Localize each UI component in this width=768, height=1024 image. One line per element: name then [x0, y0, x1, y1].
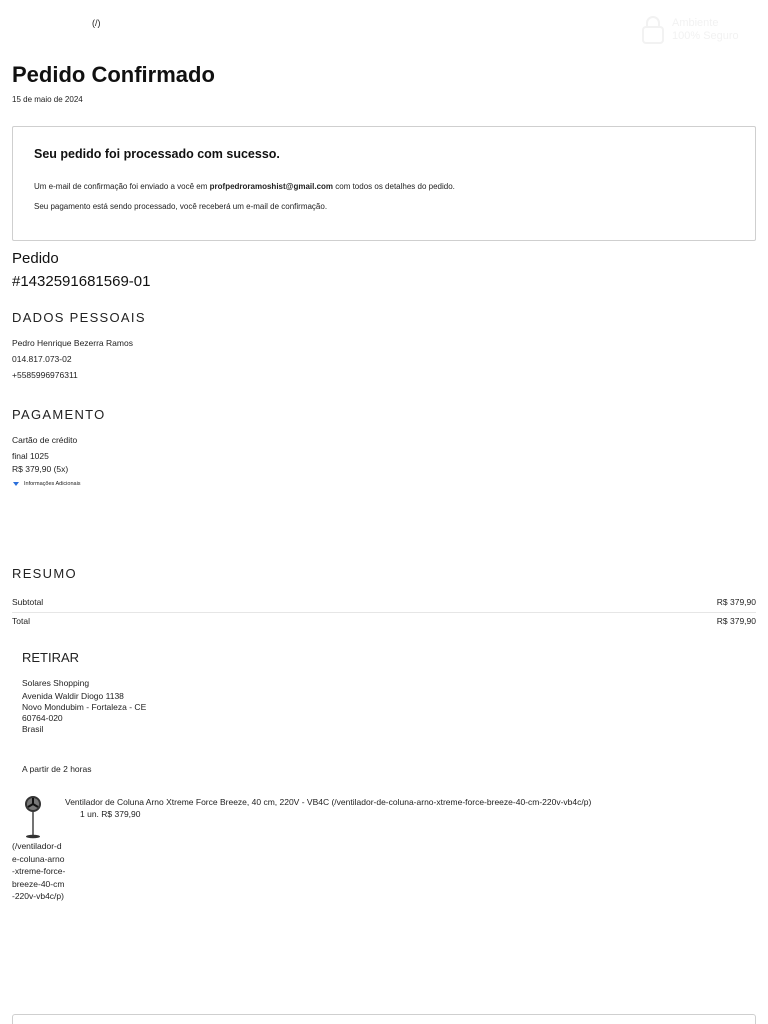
- summary-heading: RESUMO: [12, 566, 77, 581]
- store-country: Brasil: [22, 724, 44, 734]
- secure-badge-line2: 100% Seguro: [672, 30, 739, 42]
- secure-badge-text: [672, 17, 739, 43]
- summary-row-label: Subtotal: [12, 597, 44, 607]
- payment-processing-text: Seu pagamento está sendo processado, você receberá um e-mail de confirmação.: [34, 202, 328, 211]
- summary-row-label: Total: [12, 616, 30, 626]
- summary-row-subtotal: [12, 597, 756, 607]
- customer-phone: +5585996976311: [12, 370, 78, 380]
- secure-badge: [640, 14, 739, 46]
- product-image-link-text[interactable]: (/ventilador-de-coluna-arno-xtreme-force-breeze-40-cm-220v-vb4c/p): [12, 841, 66, 902]
- summary-divider: [12, 612, 756, 613]
- home-link[interactable]: (/): [92, 18, 101, 28]
- caret-down-icon: [13, 482, 19, 486]
- customer-document: 014.817.073-02: [12, 354, 72, 364]
- product-link[interactable]: Ventilador de Coluna Arno Xtreme Force Breeze, 40 cm, 220V - VB4C (/ventilador-de-coluna-arno-xtreme-force-breeze-40-cm-220v-vb4c/p): [65, 797, 592, 807]
- pickup-heading: RETIRAR: [22, 650, 80, 665]
- product-quantity-price: 1 un. R$ 379,90: [80, 809, 141, 819]
- store-street: Avenida Waldir Diogo 1138: [22, 691, 124, 701]
- store-district: Novo Mondubim - Fortaleza - CE: [22, 702, 147, 712]
- confirmation-suffix: com todos os detalhes do pedido.: [333, 182, 455, 191]
- store-name: Solares Shopping: [22, 678, 90, 688]
- summary-row-value: R$ 379,90: [716, 597, 756, 607]
- success-title: Seu pedido foi processado com sucesso.: [34, 147, 280, 161]
- personal-data-heading: DADOS PESSOAIS: [12, 310, 146, 325]
- payment-method: Cartão de crédito: [12, 435, 78, 445]
- bottom-panel: [12, 1014, 756, 1024]
- product-image[interactable]: [22, 795, 44, 839]
- card-ending: final 1025: [12, 451, 49, 461]
- page-title: Pedido Confirmado: [12, 62, 215, 87]
- pickup-eta: A partir de 2 horas: [22, 764, 92, 774]
- confirmation-prefix: Um e-mail de confirmação foi enviado a você em: [34, 182, 210, 191]
- store-zip: 60764-020: [22, 713, 63, 723]
- secure-badge-line1: Ambiente: [672, 17, 719, 29]
- success-message-box: [12, 126, 756, 241]
- payment-amount: R$ 379,90 (5x): [12, 464, 69, 474]
- customer-name: Pedro Henrique Bezerra Ramos: [12, 338, 133, 348]
- confirmation-email: profpedroramoshist@gmail.com: [209, 182, 334, 191]
- summary-row-value: R$ 379,90: [716, 616, 756, 626]
- lock-icon: [640, 14, 666, 46]
- summary-row-total: [12, 616, 756, 626]
- order-number: #1432591681569-01: [12, 273, 151, 290]
- order-label: Pedido: [12, 250, 59, 267]
- order-date: 15 de maio de 2024: [12, 95, 83, 104]
- additional-info-label: Informações Adicionais: [24, 481, 81, 487]
- confirmation-email-text: [34, 182, 455, 191]
- additional-info-toggle[interactable]: [13, 481, 81, 487]
- payment-heading: PAGAMENTO: [12, 407, 106, 422]
